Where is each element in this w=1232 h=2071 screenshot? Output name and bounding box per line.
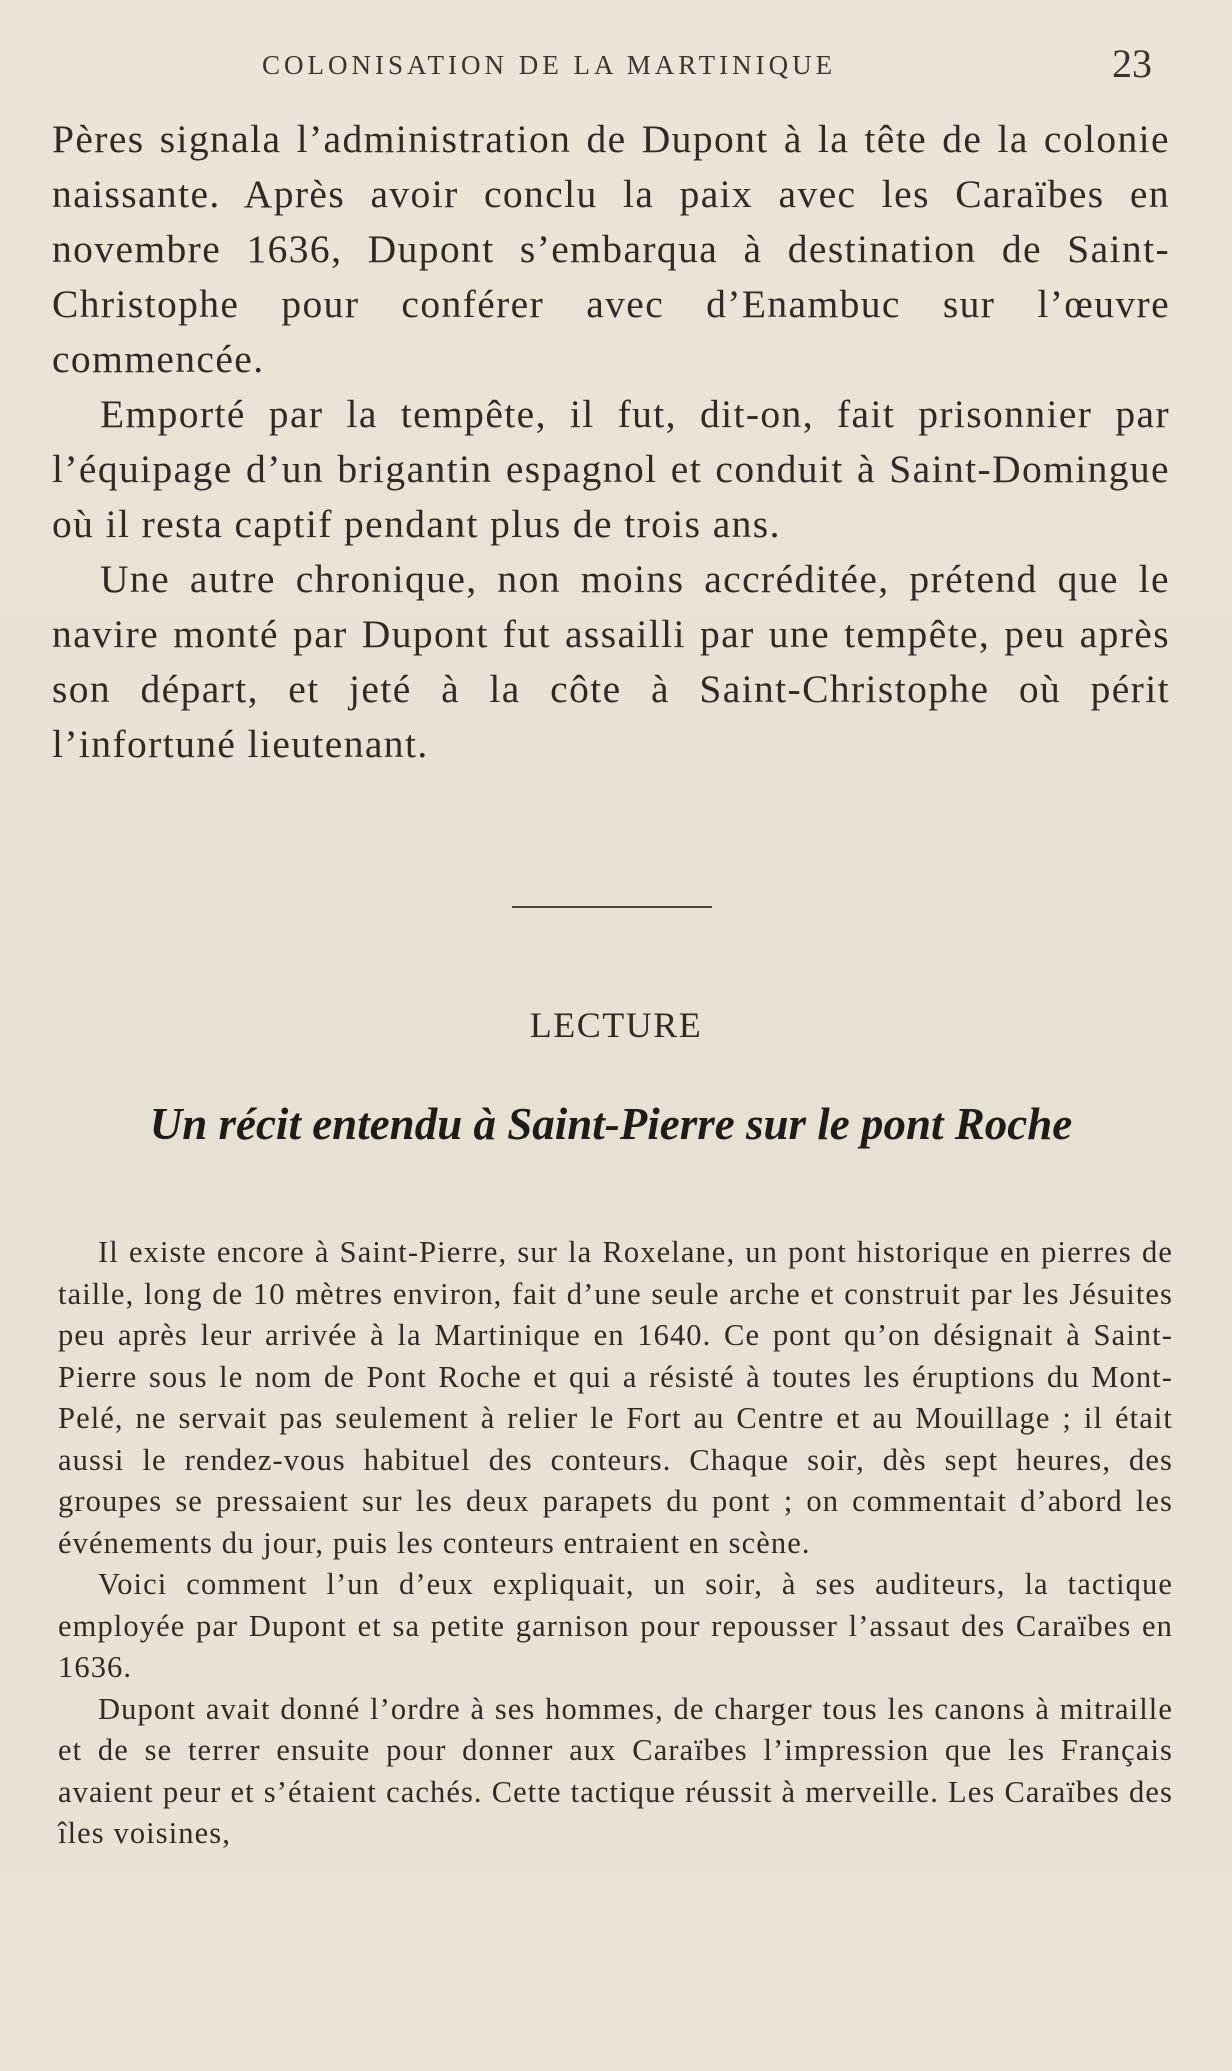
reading-paragraph: Dupont avait donné l’ordre à ses hommes, de charger tous les canons à mitraille et de se terrer ensuite pour donner aux Caraïbes l’impression que les Français avaient peur et s’étaient cachés. Cette tactique réussit à merveille. Les Caraïbes des îles voisines,: [58, 1691, 1173, 1850]
running-title: COLONISATION DE LA MARTINIQUE: [262, 50, 837, 80]
section-heading: LECTURE: [529, 1005, 703, 1045]
running-head: [0, 40, 1232, 86]
paragraph: Pères signala l’administration de Dupont à la tête de la colonie naissante. Après avoir conclu la paix avec les Caraïbes en novembre 1636, Dupont s’embarqua à destination de Saint-Christophe pour conférer avec d’Enambuc sur l’œuvre commencée.: [52, 117, 1170, 381]
paragraph: Une autre chronique, non moins accréditée, prétend que le navire monté par Dupont fut assailli par une tempête, peu après son départ, et jeté à la côte à Saint-Christophe où périt l’infortuné lieutenant.: [52, 557, 1170, 766]
reading-text: [58, 1232, 1173, 1855]
paragraph: Emporté par la tempête, il fut, dit-on, fait prisonnier par l’équipage d’un brigantin espagnol et conduit à Saint-Domingue où il resta captif pendant plus de trois ans.: [52, 392, 1170, 546]
reading-paragraph: Voici comment l’un d’eux expliquait, un soir, à ses auditeurs, la tactique employée par Dupont et sa petite garnison pour repousser l’assaut des Caraïbes en 1636.: [58, 1567, 1173, 1684]
main-text: [52, 112, 1170, 772]
section-divider: [512, 906, 712, 908]
page-number: 23: [1112, 41, 1152, 86]
reading-paragraph: Il existe encore à Saint-Pierre, sur la Roxelane, un pont historique en pierres de taille, long de 10 mètres environ, fait d’une seule arche et construit par les Jésuites peu après leur arrivée à la Martinique en 1640. Ce pont qu’on désignait à Saint-Pierre sous le nom de Pont Roche et qui a résisté à toutes les éruptions du Mont-Pelé, ne servait pas seulement à relier le Fort au Centre et au Mouillage ; il était aussi le rendez-vous habituel des conteurs. Chaque soir, dès sept heures, des groupes se pressaient sur les deux parapets du pont ; on commentait d’abord les événements du jour, puis les conteurs entraient en scène.: [58, 1235, 1173, 1560]
story-title: Un récit entendu à Saint-Pierre sur le pont Roche: [149, 1099, 1073, 1149]
